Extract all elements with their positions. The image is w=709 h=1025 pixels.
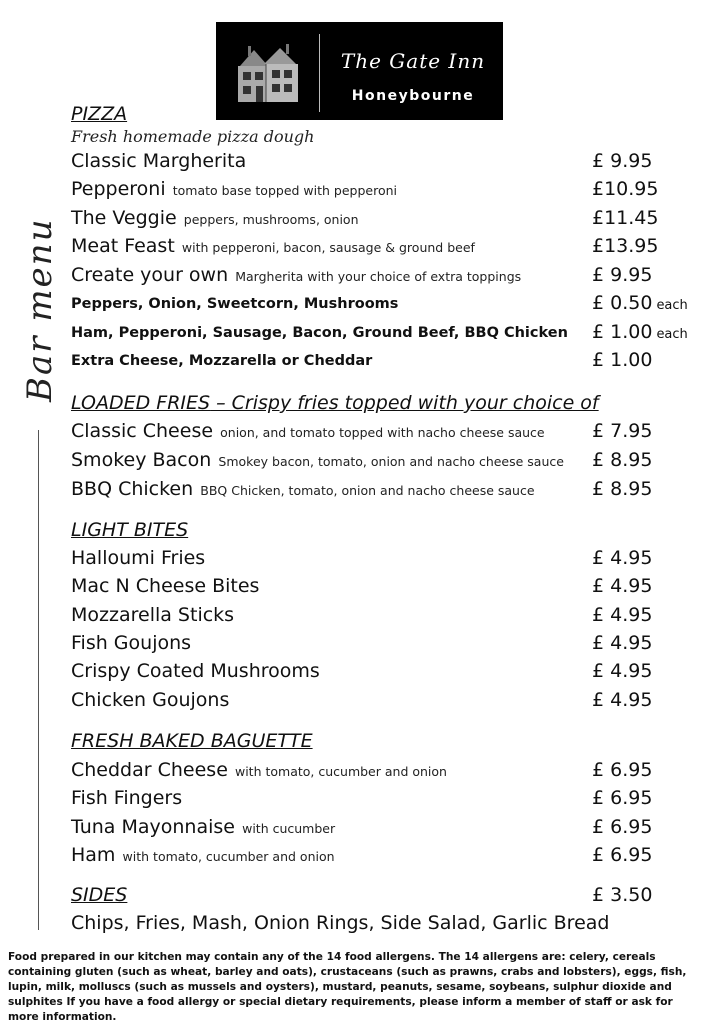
extra-price (592, 349, 652, 371)
item-desc: onion, and tomato topped with nacho cheese sauce (220, 425, 545, 440)
item-name: Mozzarella Sticks (71, 604, 235, 626)
inn-building-icon (234, 42, 302, 104)
menu-item (71, 816, 335, 838)
menu-item (71, 264, 521, 286)
item-price: £ 6.95 (592, 759, 653, 781)
menu-item (71, 478, 535, 500)
item-price: £ 9.95 (592, 150, 653, 172)
item-desc: tomato base topped with pepperoni (172, 183, 397, 198)
pizza-subheading: Fresh homemade pizza dough (71, 127, 315, 146)
item-price: £ 4.95 (592, 689, 653, 711)
logo-divider (319, 34, 320, 112)
item-price: £ 8.95 (592, 478, 653, 500)
allergen-text: Food prepared in our kitchen may contain any of the 14 food allergens. The 14 allergens are: celery, cereals containing gluten (such as wheat, barley and oats), crustaceans (such as prawns, crabs and lobsters), eggs, fish, lupin, milk, molluscs (such as mussels and oysters), mustard, peanuts, sesame, soybeans, sulphur dioxide and sulphites (8, 951, 687, 1008)
allergen-notice (8, 950, 704, 1025)
bites-heading: LIGHT BITES (71, 519, 189, 541)
fries-heading-title: LOADED FRIES (71, 392, 211, 414)
item-name: Meat Feast (71, 235, 175, 257)
item-name: Fish Fingers (71, 787, 183, 809)
menu-item (71, 787, 182, 809)
fries-heading (71, 392, 599, 414)
item-name: Cheddar Cheese (71, 759, 228, 781)
item-desc: with tomato, cucumber and onion (234, 764, 447, 779)
menu-item (71, 207, 359, 229)
extra-item: Ham, Pepperoni, Sausage, Bacon, Ground Beef, BBQ Chicken (71, 325, 568, 341)
item-price: £ 6.95 (592, 787, 653, 809)
fries-heading-tail: – Crispy fries topped with your choice of (210, 392, 599, 414)
item-name: Ham (71, 844, 116, 866)
item-name: Classic Cheese (71, 420, 214, 442)
item-price: £ 4.95 (592, 604, 653, 626)
price-value: £ 0.50 (592, 292, 653, 314)
menu-item (71, 547, 205, 569)
logo-title: The Gate Inn (340, 49, 486, 73)
item-name: Classic Margherita (71, 150, 247, 172)
item-name: Pepperoni (71, 178, 166, 200)
menu-item (71, 420, 545, 442)
side-title: Bar menu (20, 217, 60, 402)
item-price: £ 4.95 (592, 632, 653, 654)
item-name: Fish Goujons (71, 632, 192, 654)
item-name: Crispy Coated Mushrooms (71, 660, 320, 682)
item-desc: with tomato, cucumber and onion (122, 849, 335, 864)
item-price: £ 7.95 (592, 420, 653, 442)
menu-item (71, 150, 246, 172)
menu-item (71, 759, 447, 781)
allergen-advice: If you have a food allergy or special dietary requirements, please inform a member of staff or ask for more information. (8, 996, 673, 1023)
sides-list: Chips, Fries, Mash, Onion Rings, Side Salad, Garlic Bread (71, 912, 610, 934)
item-price: £10.95 (592, 178, 659, 200)
extra-price (592, 321, 688, 343)
item-price: £ 4.95 (592, 575, 653, 597)
menu-item (71, 575, 259, 597)
item-desc: peppers, mushrooms, onion (183, 212, 359, 227)
menu-item (71, 844, 335, 866)
extra-price (592, 292, 688, 314)
price-value: £ 1.00 (592, 349, 653, 371)
menu-item (71, 235, 475, 257)
menu-item (71, 632, 191, 654)
item-name: The Veggie (71, 207, 177, 229)
menu-item (71, 689, 229, 711)
price-unit: each (656, 327, 688, 342)
item-name: Smokey Bacon (71, 449, 212, 471)
item-price: £ 4.95 (592, 660, 653, 682)
logo-subtitle: Honeybourne (351, 88, 475, 104)
menu-item (71, 660, 320, 682)
side-rule (38, 430, 39, 930)
menu-item (71, 604, 234, 626)
menu-item (71, 178, 397, 200)
extra-item: Extra Cheese, Mozzarella or Cheddar (71, 353, 373, 369)
item-price: £ 8.95 (592, 449, 653, 471)
price-value: £ 1.00 (592, 321, 653, 343)
item-price: £ 6.95 (592, 844, 653, 866)
sides-price: £ 3.50 (592, 884, 653, 906)
menu-item (71, 449, 564, 471)
item-name: BBQ Chicken (71, 478, 194, 500)
sides-heading: SIDES (71, 884, 128, 906)
item-name: Halloumi Fries (71, 547, 206, 569)
item-price: £ 4.95 (592, 547, 653, 569)
item-name: Chicken Goujons (71, 689, 230, 711)
item-desc: with pepperoni, bacon, sausage & ground beef (181, 240, 475, 255)
item-desc: Smokey bacon, tomato, onion and nacho cheese sauce (218, 454, 564, 469)
item-price: £ 6.95 (592, 816, 653, 838)
item-name: Create your own (71, 264, 229, 286)
item-desc: Margherita with your choice of extra toppings (235, 269, 522, 284)
baguette-heading: FRESH BAKED BAGUETTE (71, 730, 313, 752)
item-price: £13.95 (592, 235, 659, 257)
item-desc: with cucumber (242, 821, 336, 836)
price-unit: each (656, 298, 688, 313)
item-price: £11.45 (592, 207, 659, 229)
extra-item: Peppers, Onion, Sweetcorn, Mushrooms (71, 296, 399, 312)
item-desc: BBQ Chicken, tomato, onion and nacho cheese sauce (200, 483, 535, 498)
pizza-heading: PIZZA (71, 103, 128, 125)
item-name: Mac N Cheese Bites (71, 575, 260, 597)
logo (216, 22, 503, 120)
item-price: £ 9.95 (592, 264, 653, 286)
item-name: Tuna Mayonnaise (71, 816, 235, 838)
